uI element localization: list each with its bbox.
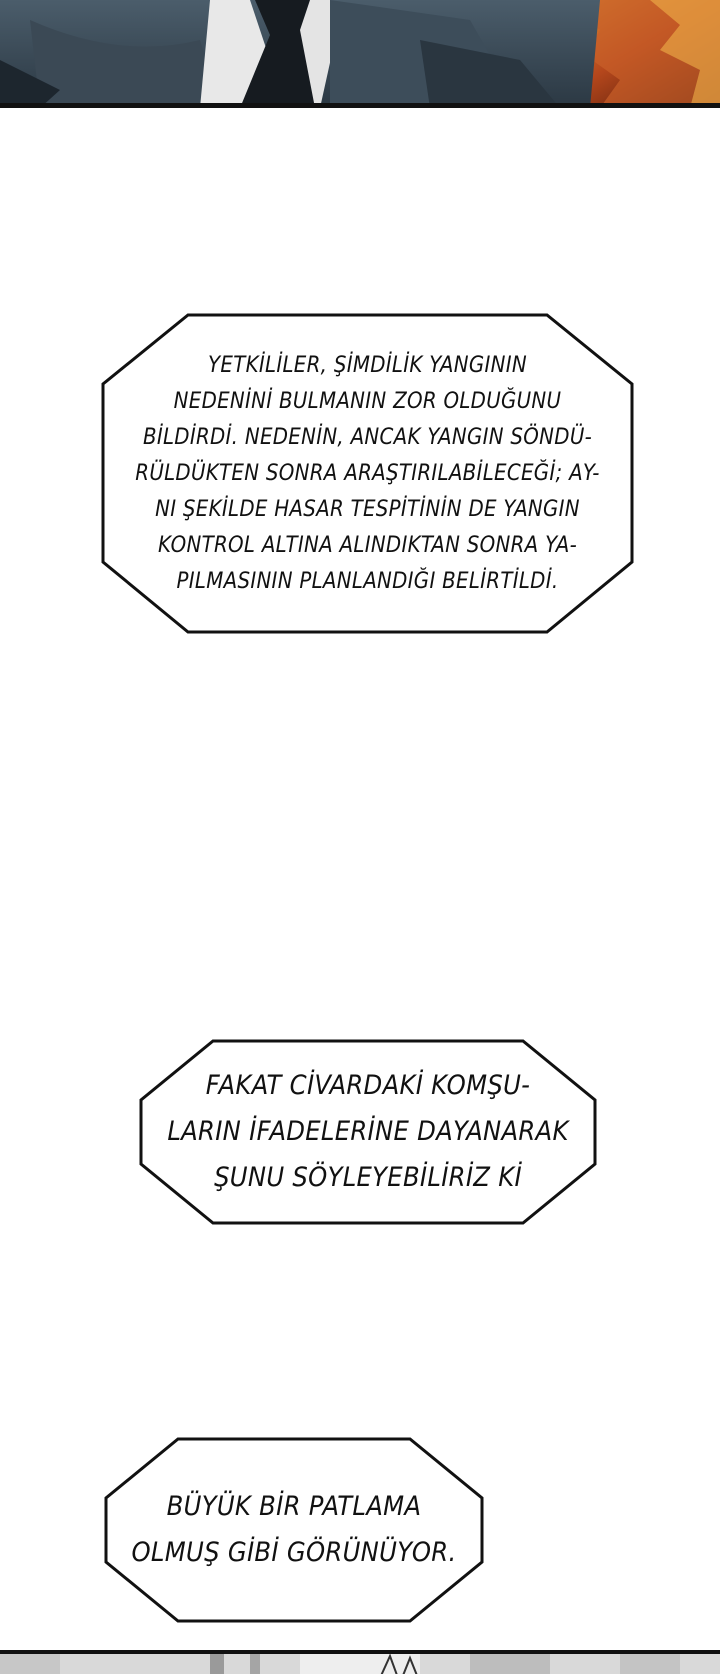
bubble-1-line-1: YETKİLİLER, ŞİMDİLİK YANGININ [208, 352, 527, 378]
panel-art-room [0, 1654, 720, 1674]
bubble-3-line-1: BÜYÜK BİR PATLAMA [166, 1491, 422, 1522]
bubble-1-line-2: NEDENİNİ BULMANIN ZOR OLDUĞUNU [173, 388, 562, 414]
bubble-1-line-3: BİLDİRDİ. NEDENİN, ANCAK YANGIN SÖNDÜ- [142, 424, 593, 450]
panel-art-suit-and-fire [0, 0, 720, 108]
bubble-2-line-1: FAKAT CİVARDAKİ KOMŞU- [205, 1070, 531, 1101]
bubble-3-line-2: OLMUŞ GİBİ GÖRÜNÜYOR. [131, 1537, 457, 1568]
bubble-2-line-2: LARIN İFADELERİNE DAYANARAK [167, 1116, 569, 1147]
bottom-comic-panel [0, 1650, 720, 1674]
bubble-2-line-3: ŞUNU SÖYLEYEBİLİRİZ Kİ [214, 1162, 522, 1193]
speech-bubble-3 [103, 1436, 485, 1624]
bubble-1-line-7: PILMASININ PLANLANDIĞI BELİRTİLDİ. [176, 568, 559, 594]
bubble-1-line-6: KONTROL ALTINA ALINDIKTAN SONRA YA- [157, 532, 578, 558]
speech-bubble-1 [100, 312, 635, 635]
speech-bubble-2 [138, 1038, 598, 1226]
bubble-1-line-5: NI ŞEKİLDE HASAR TESPİTİNİN DE YANGIN [155, 496, 580, 522]
top-comic-panel [0, 0, 720, 108]
bubble-1-line-4: RÜLDÜKTEN SONRA ARAŞTIRILABİLECEĞİ; AY- [135, 460, 600, 486]
